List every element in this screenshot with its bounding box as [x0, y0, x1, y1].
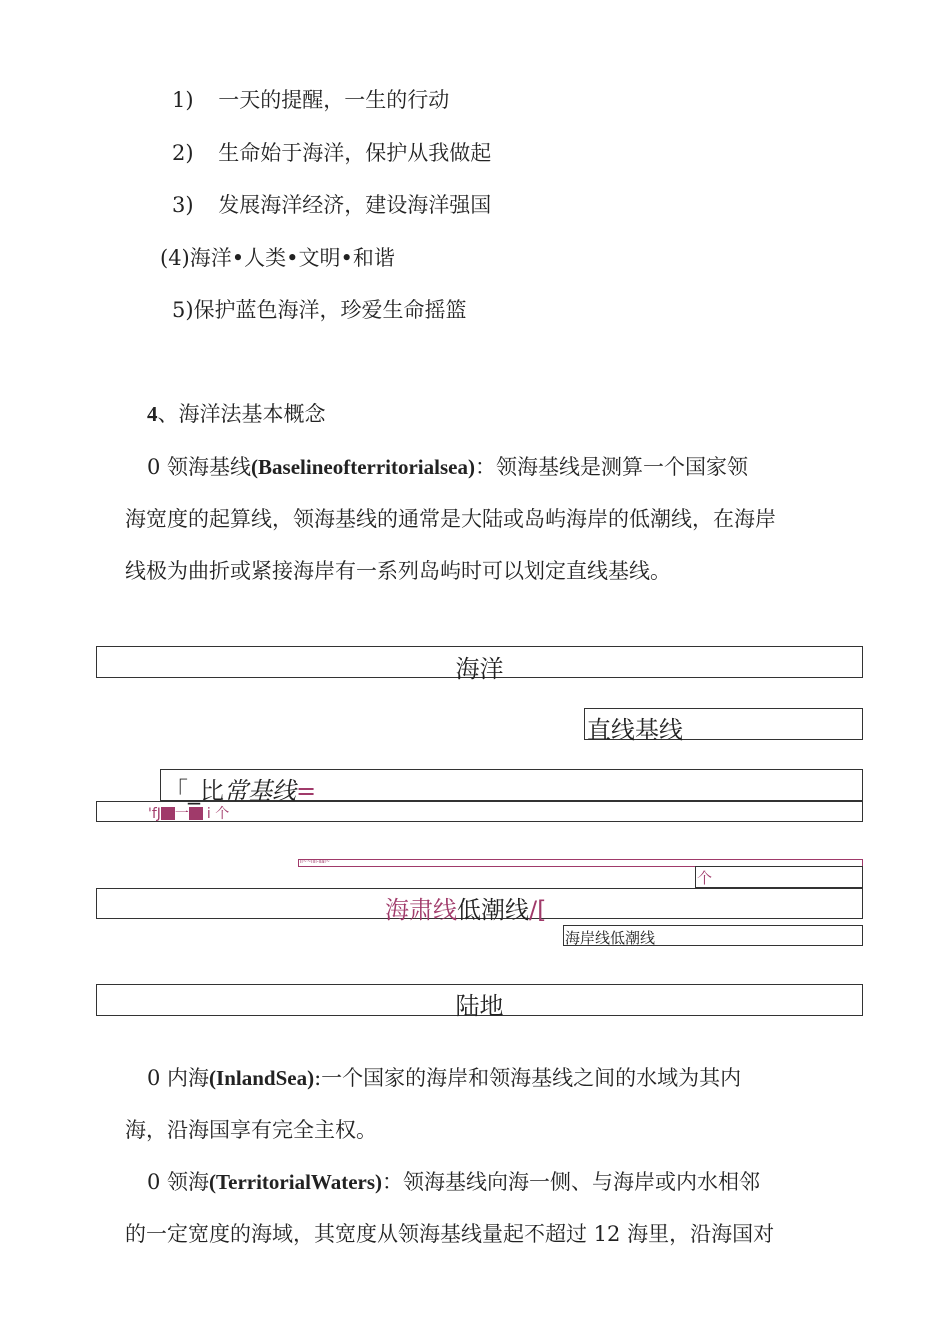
paragraph-text: 领海基线是测算一个国家领 [495, 455, 748, 479]
list-item [172, 84, 449, 114]
list-number: 1) [172, 88, 194, 112]
paragraph-line: 的一定宽度的海域，其宽度从领海基线量起不超过 12 海里，沿海国对 [125, 1222, 775, 1246]
filled-marker [161, 807, 175, 820]
paragraph-lead: 0 领海 [147, 1170, 210, 1194]
list-item [160, 242, 395, 272]
garble-b: 一 [174, 806, 189, 822]
paragraph-text: :一个国家的海岸和领海基线之间的水域为其内 [314, 1066, 742, 1090]
section-number: 4 [147, 402, 158, 426]
list-item [172, 137, 491, 167]
list-item [172, 294, 467, 324]
coastline-label-a: 海肃线 [385, 896, 457, 924]
paragraph-colon: ： [474, 455, 496, 479]
list-number: 2) [172, 141, 194, 165]
garble-c: i 个 [206, 806, 230, 822]
ocean-label: 海洋 [455, 655, 504, 683]
paragraph-lead: 0 领海基线 [147, 455, 252, 479]
garble-a: 'fJ [148, 806, 161, 822]
list-text: 生命始于海洋，保护从我做起 [218, 141, 492, 165]
list-number: 5) [172, 298, 194, 322]
normal-baseline-suffix: = [296, 777, 317, 805]
list-text: 保护蓝色海洋，珍爱生命摇篮 [193, 298, 467, 322]
paragraph-line: 海，沿海国享有完全主权。 [125, 1118, 377, 1142]
section-title: 、海洋法基本概念 [157, 402, 326, 426]
filled-marker [189, 807, 203, 820]
list-text: 海洋•人类•文明•和谐 [189, 246, 395, 270]
coastline-small-label: 海岸线低潮线 [565, 929, 656, 947]
normal-baseline-prefix: 「_比 [164, 777, 224, 805]
straight-baseline-label: 直线基线 [587, 716, 683, 744]
list-item [172, 189, 491, 219]
section-heading [147, 398, 326, 428]
garbled-strip-text [148, 803, 229, 823]
list-text: 发展海洋经济，建设海洋强国 [218, 193, 492, 217]
paragraph-line [147, 1166, 760, 1196]
coastline-label [385, 890, 546, 925]
list-number: (4) [160, 246, 190, 270]
list-text: 一天的提醒，一生的行动 [218, 88, 450, 112]
list-number: 3) [172, 193, 194, 217]
paragraph-lead: 0 内海 [147, 1066, 210, 1090]
paragraph-line: 线极为曲折或紧接海岸有一系列岛屿时可以划定直线基线。 [125, 559, 671, 583]
arrow-up-icon: 个 [697, 869, 713, 887]
term-english: (Baselineofterritorialsea) [251, 455, 475, 479]
tiny-text: ll~~iiil-iiai~ [300, 859, 330, 865]
term-english: (TerritorialWaters) [209, 1170, 383, 1194]
paragraph-line: 海宽度的起算线，领海基线的通常是大陆或岛屿海岸的低潮线，在海岸 [125, 507, 776, 531]
paragraph-line [147, 1062, 741, 1092]
coastline-label-b: 低潮线 [457, 896, 529, 924]
paragraph-text: ：领海基线向海一侧、与海岸或内水相邻 [382, 1170, 761, 1194]
arrow-box [695, 866, 863, 888]
normal-baseline-text: 常基线 [224, 777, 296, 805]
term-english: (InlandSea) [209, 1066, 315, 1090]
paragraph-line [147, 451, 748, 481]
land-label: 陆地 [455, 992, 504, 1020]
coastline-label-c: /[ [529, 896, 547, 924]
